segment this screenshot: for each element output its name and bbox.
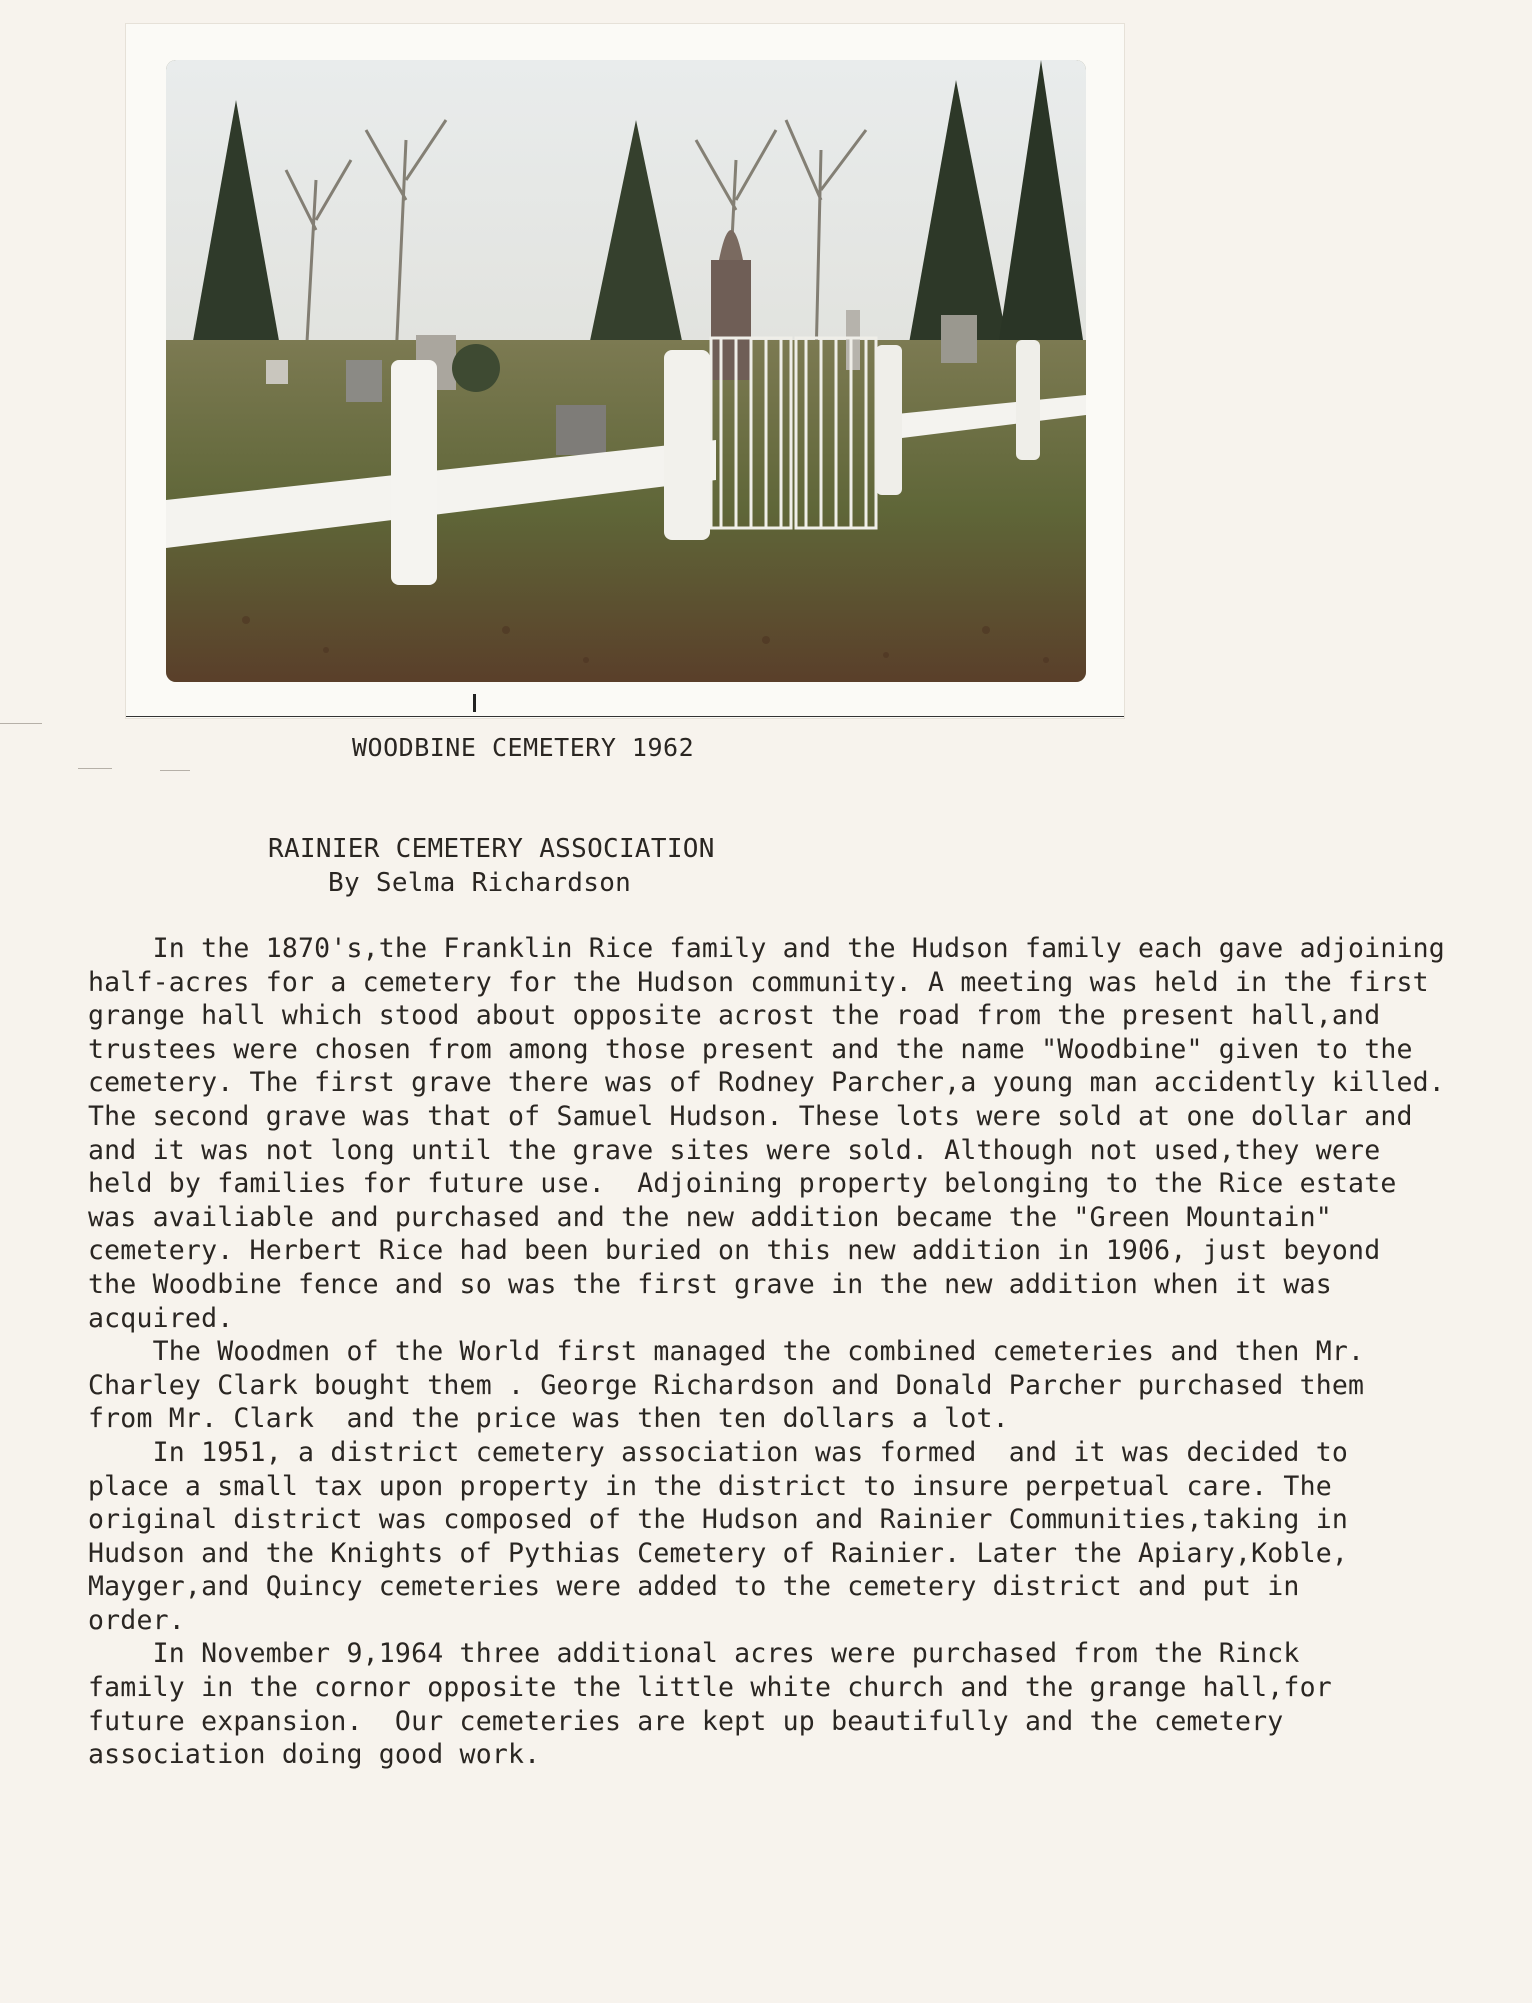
body-line: half-acres for a cemetery for the Hudson community. A meeting was held in the first: [88, 966, 1429, 998]
body-line: cemetery. The first grave there was of Rodney Parcher,a young man accidently killed.: [88, 1067, 1445, 1099]
body-line: held by families for future use. Adjoining property belonging to the Rice estate: [88, 1168, 1397, 1200]
body-line: order.: [88, 1604, 185, 1636]
body-line: from Mr. Clark and the price was then ten dollars a lot.: [88, 1403, 1009, 1435]
body-line: In 1951, a district cemetery association was formed and it was decided to: [88, 1436, 1349, 1468]
paper-mark: [160, 770, 190, 771]
body-line: In November 9,1964 three additional acres were purchased from the Rinck: [88, 1638, 1300, 1670]
photo-caption: WOODBINE CEMETERY 1962: [352, 733, 695, 762]
body-line: place a small tax upon property in the district to insure perpetual care. The: [88, 1470, 1332, 1502]
body-line: In the 1870's,the Franklin Rice family and the Hudson family each gave adjoining: [88, 933, 1445, 964]
article-title: RAINIER CEMETERY ASSOCIATION: [268, 834, 715, 864]
body-line: cemetery. Herbert Rice had been buried on this new addition in 1906, just beyond: [88, 1235, 1381, 1267]
body-line: Mayger,and Quincy cemeteries were added to the cemetery district and put in: [88, 1571, 1300, 1603]
print-bottom-edge: [126, 716, 1124, 717]
body-line: was availiable and purchased and the new addition became the "Green Mountain": [88, 1201, 1332, 1233]
body-line: The second grave was that of Samuel Hudson. These lots were sold at one dollar and: [88, 1100, 1413, 1132]
body-line: grange hall which stood about opposite acrost the road from the present hall,and: [88, 1000, 1381, 1032]
article-body: [88, 932, 1508, 1772]
cemetery-photo: [166, 60, 1086, 682]
body-line: acquired.: [88, 1302, 234, 1334]
body-line: The Woodmen of the World first managed the combined cemeteries and then Mr.: [88, 1336, 1365, 1368]
article-byline: By Selma Richardson: [328, 868, 632, 898]
body-line: the Woodbine fence and so was the first grave in the new addition when it was: [88, 1268, 1332, 1300]
body-line: association doing good work.: [88, 1739, 541, 1771]
body-line: original district was composed of the Hudson and Rainier Communities,taking in: [88, 1504, 1349, 1536]
paper-mark: [78, 768, 112, 769]
body-line: family in the cornor opposite the little white church and the grange hall,for: [88, 1672, 1332, 1704]
cemetery-photo-illustration: [166, 60, 1086, 682]
body-line: Charley Clark bought them . George Richardson and Donald Parcher purchased them: [88, 1369, 1365, 1401]
body-line: and it was not long until the grave sites were sold. Although not used,they were: [88, 1134, 1381, 1166]
paper-mark: [0, 723, 42, 724]
photo-print: [126, 24, 1124, 718]
print-tick-mark: [473, 694, 476, 712]
body-line: Hudson and the Knights of Pythias Cemetery of Rainier. Later the Apiary,Koble,: [88, 1537, 1349, 1569]
body-line: trustees were chosen from among those present and the name "Woodbine" given to the: [88, 1033, 1413, 1065]
body-line: future expansion. Our cemeteries are kept up beautifully and the cemetery: [88, 1705, 1284, 1737]
